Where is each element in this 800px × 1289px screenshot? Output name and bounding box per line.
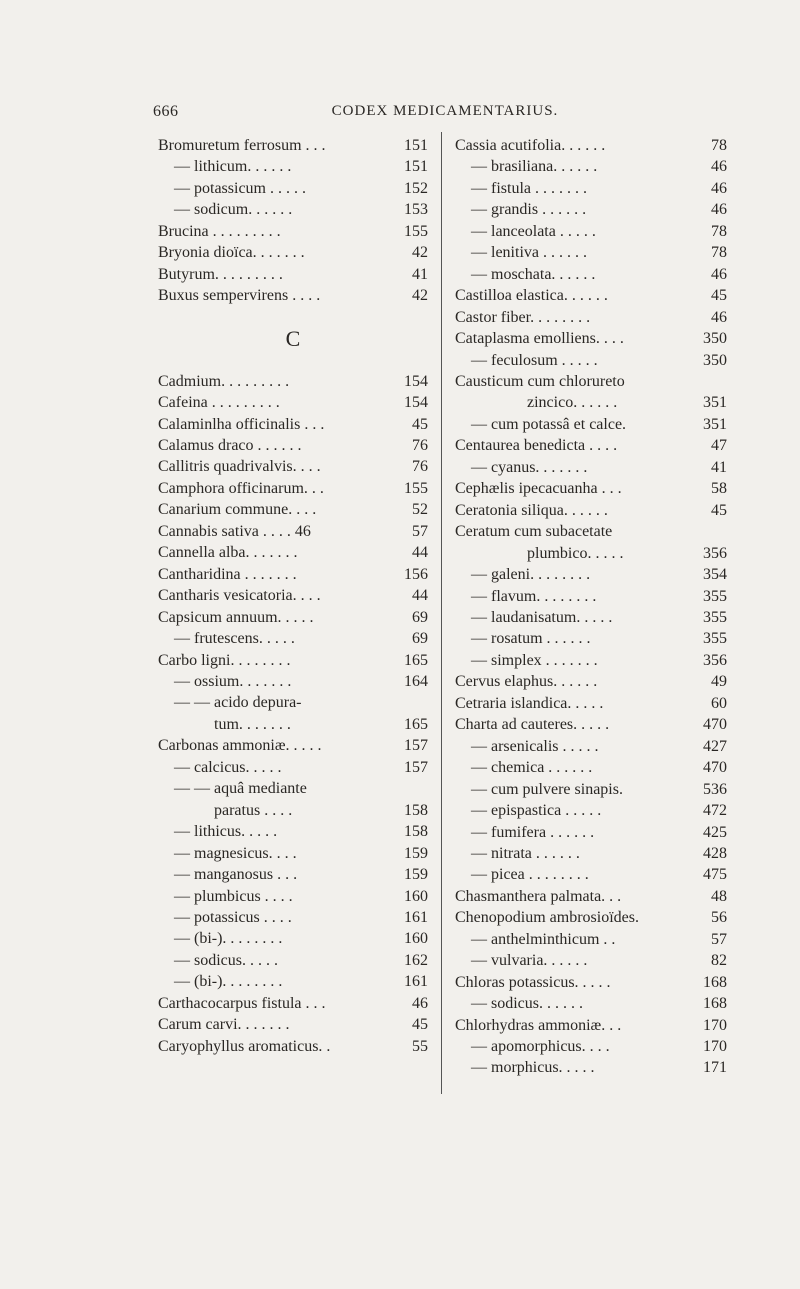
index-entry-page: 168	[703, 973, 727, 991]
index-entry-page: 470	[703, 716, 727, 734]
index-entry-term: Castor fiber. . . . . . . .	[455, 308, 591, 326]
index-entry-page: 82	[711, 952, 727, 970]
index-entry-term: Causticum cum chlorureto	[455, 372, 625, 390]
index-entry-page: 46	[711, 265, 727, 283]
index-entry	[158, 628, 428, 649]
index-entry-term: — epispastica . . . . .	[471, 802, 602, 820]
index-entry-page: 155	[404, 222, 428, 240]
index-entry-term: Centaurea benedicta . . . .	[455, 437, 618, 455]
index-entry-page: 153	[404, 201, 428, 219]
index-entry-term: — (bi-). . . . . . . .	[174, 930, 283, 948]
index-entry-page: 158	[404, 801, 428, 819]
index-entry-term: — fumifera . . . . . .	[471, 823, 595, 841]
index-entry-term: — sodicum. . . . . .	[174, 201, 293, 219]
index-entry-term: — moschata. . . . . .	[471, 265, 596, 283]
index-entry-term: — manganosus . . .	[174, 866, 298, 884]
index-entry-page: 46	[412, 994, 428, 1012]
index-entry	[455, 607, 727, 628]
index-entry-term: Carbo ligni. . . . . . . .	[158, 651, 291, 669]
index-entry-term: Cannabis sativa . . . . 46	[158, 522, 311, 540]
index-entry-term: — potassicus . . . .	[174, 908, 292, 926]
index-entry-term: Ceratum cum subacetate	[455, 523, 613, 541]
index-entry-term: — nitrata . . . . . .	[471, 844, 580, 862]
index-entry-term: — (bi-). . . . . . . .	[174, 973, 283, 991]
index-entry	[455, 929, 727, 950]
index-entry-term: Carbonas ammoniæ. . . . .	[158, 737, 322, 755]
index-entry	[158, 864, 428, 885]
section-letter-heading: C	[285, 325, 301, 351]
index-entry-term: — lithicus. . . . .	[174, 823, 278, 841]
index-entry-term: — galeni. . . . . . . .	[471, 566, 591, 584]
index-entry-page: 76	[412, 458, 428, 476]
index-entry-term: — — acido depura-	[174, 694, 302, 712]
index-entry-term: — potassicum . . . . .	[174, 179, 306, 197]
index-entry-page: 356	[703, 651, 727, 669]
index-entry	[158, 371, 428, 392]
index-entry-term: Callitris quadrivalvis. . . .	[158, 458, 321, 476]
index-entry	[158, 392, 428, 413]
index-entry-page: 60	[711, 694, 727, 712]
index-entry-term: Bryonia dioïca. . . . . . .	[158, 244, 305, 262]
index-entry-page: 164	[404, 672, 428, 690]
index-entry-page: 470	[703, 759, 727, 777]
index-entry-page: 154	[404, 372, 428, 390]
index-entry-page: 162	[404, 951, 428, 969]
index-entry-term: — feculosum . . . . .	[471, 351, 598, 369]
index-entry-page: 57	[711, 930, 727, 948]
index-entry-term: — lenitiva . . . . . .	[471, 244, 587, 262]
index-entry-page: 161	[404, 973, 428, 991]
index-entry	[455, 1036, 727, 1057]
index-entry-term: Carthacocarpus fistula . . .	[158, 994, 326, 1012]
index-entry	[158, 843, 428, 864]
index-entry	[158, 585, 428, 606]
index-entry-page: 42	[412, 244, 428, 262]
index-entry	[455, 156, 727, 177]
index-entry	[158, 928, 428, 949]
index-entry-page: 170	[703, 1038, 727, 1056]
index-entry-page: 355	[703, 608, 727, 626]
index-column-right	[455, 135, 727, 1079]
index-entry-page: 45	[711, 501, 727, 519]
index-entry-page: 475	[703, 866, 727, 884]
index-entry	[455, 886, 727, 907]
index-entry-term: — vulvaria. . . . . .	[471, 952, 588, 970]
index-entry-term: paratus . . . .	[214, 801, 293, 819]
index-entry-term: — calcicus. . . . .	[174, 758, 282, 776]
index-entry	[455, 221, 727, 242]
index-entry-term: Cervus elaphus. . . . . .	[455, 673, 598, 691]
index-entry-page: 48	[711, 887, 727, 905]
index-entry-page: 165	[404, 651, 428, 669]
index-entry-term: Calaminlha officinalis . . .	[158, 415, 325, 433]
index-entry-page: 351	[703, 394, 727, 412]
index-entry-page: 46	[711, 179, 727, 197]
index-entry-term: — sodicus. . . . .	[174, 951, 278, 969]
index-entry	[455, 757, 727, 778]
index-entry	[455, 736, 727, 757]
index-entry	[455, 1015, 727, 1036]
index-entry-term: — ossium. . . . . . .	[174, 672, 292, 690]
index-entry	[158, 242, 428, 263]
index-entry	[158, 800, 428, 821]
index-entry-page: 57	[412, 522, 428, 540]
index-entry	[158, 135, 428, 156]
index-entry-page: 427	[703, 737, 727, 755]
index-entry	[455, 693, 727, 714]
index-entry-page: 156	[404, 565, 428, 583]
index-entry	[455, 199, 727, 220]
index-entry	[158, 499, 428, 520]
index-entry	[455, 864, 727, 885]
index-entry-page: 151	[404, 158, 428, 176]
index-entry-page: 47	[711, 437, 727, 455]
index-entry-term: — fistula . . . . . . .	[471, 179, 587, 197]
index-entry-page: 356	[703, 544, 727, 562]
index-entry	[455, 328, 727, 349]
index-entry-term: Capsicum annuum. . . . .	[158, 608, 314, 626]
index-entry-term: Cadmium. . . . . . . . .	[158, 372, 290, 390]
index-entry-page: 159	[404, 866, 428, 884]
index-entry-term: — plumbicus . . . .	[174, 887, 293, 905]
index-entry-term: Brucina . . . . . . . . .	[158, 222, 281, 240]
index-entry-page: 350	[703, 351, 727, 369]
index-entry	[158, 907, 428, 928]
index-entry-term: — arsenicalis . . . . .	[471, 737, 599, 755]
index-entry	[158, 692, 428, 713]
index-entry-term: Castilloa elastica. . . . . .	[455, 287, 608, 305]
index-entry-term: Carum carvi. . . . . . .	[158, 1016, 290, 1034]
running-title: CODEX MEDICAMENTARIUS.	[331, 103, 559, 119]
index-entry	[455, 478, 727, 499]
index-entry	[158, 607, 428, 628]
index-entry	[455, 414, 727, 435]
index-entry	[158, 671, 428, 692]
index-entry	[455, 1057, 727, 1078]
index-entry	[158, 542, 428, 563]
index-entry	[158, 714, 428, 735]
index-entry-term: Caryophyllus aromaticus. .	[158, 1037, 331, 1055]
index-entry-page: 155	[404, 479, 428, 497]
column-divider	[441, 132, 442, 1094]
index-entry-page: 58	[711, 480, 727, 498]
index-entry-term: Bromuretum ferrosum . . .	[158, 137, 326, 154]
index-entry-term: Chloras potassicus. . . . .	[455, 973, 611, 991]
index-entry	[158, 456, 428, 477]
index-entry-term: — flavum. . . . . . . .	[471, 587, 597, 605]
index-entry-term: plumbico. . . . .	[527, 544, 624, 562]
index-entry-term: Calamus draco . . . . . .	[158, 436, 302, 454]
index-entry-term: — apomorphicus. . . .	[471, 1038, 610, 1056]
index-entry	[455, 843, 727, 864]
index-entry-term: Charta ad cauteres. . . . .	[455, 716, 610, 734]
index-entry-page: 78	[711, 244, 727, 262]
index-entry-page: 78	[711, 137, 727, 154]
index-entry-term: — simplex . . . . . . .	[471, 651, 598, 669]
index-entry	[455, 371, 727, 392]
index-entry-page: 46	[711, 201, 727, 219]
index-entry	[455, 907, 727, 928]
index-entry-term: — — aquâ mediante	[174, 780, 307, 798]
index-entry-page: 157	[404, 737, 428, 755]
index-entry	[455, 285, 727, 306]
index-entry	[158, 414, 428, 435]
index-entry-page: 159	[404, 844, 428, 862]
index-entry-term: — morphicus. . . . .	[471, 1059, 595, 1077]
index-entry	[158, 778, 428, 799]
index-entry-term: Cataplasma emolliens. . . .	[455, 330, 624, 348]
index-entry	[455, 264, 727, 285]
index-entry	[158, 285, 428, 306]
index-entry	[455, 714, 727, 735]
index-entry	[158, 821, 428, 842]
index-entry	[455, 307, 727, 328]
index-entry-term: Ceratonia siliqua. . . . . .	[455, 501, 608, 519]
index-entry-term: Cephælis ipecacuanha . . .	[455, 480, 622, 498]
index-entry	[158, 199, 428, 220]
index-entry	[455, 564, 727, 585]
index-entry-page: 355	[703, 630, 727, 648]
index-entry-term: — frutescens. . . . .	[174, 630, 295, 648]
index-entry-term: tum. . . . . . .	[214, 715, 291, 733]
index-entry-term: Buxus sempervirens . . . .	[158, 287, 321, 305]
index-entry-page: 157	[404, 758, 428, 776]
index-entry-term: — rosatum . . . . . .	[471, 630, 591, 648]
index-entry-term: — picea . . . . . . . .	[471, 866, 589, 884]
index-entry	[455, 800, 727, 821]
index-entry-term: Cantharidina . . . . . . .	[158, 565, 297, 583]
index-entry	[455, 543, 727, 564]
index-entry-page: 46	[711, 308, 727, 326]
index-entry-term: — magnesicus. . . .	[174, 844, 297, 862]
index-entry-page: 536	[703, 780, 727, 798]
index-entry	[158, 1014, 428, 1035]
index-entry-page: 49	[711, 673, 727, 691]
index-entry-page: 41	[412, 265, 428, 283]
index-entry-page: 428	[703, 844, 727, 862]
index-entry	[455, 650, 727, 671]
index-entry-term: — cum potassâ et calce.	[471, 415, 627, 433]
index-entry	[455, 950, 727, 971]
index-entry	[455, 435, 727, 456]
index-entry	[158, 478, 428, 499]
index-entry	[158, 435, 428, 456]
index-entry	[455, 993, 727, 1014]
index-entry-term: Chlorhydras ammoniæ. . .	[455, 1016, 622, 1034]
index-entry	[455, 586, 727, 607]
index-column-left	[158, 135, 428, 1057]
index-entry	[158, 950, 428, 971]
index-entry-page: 425	[703, 823, 727, 841]
index-entry	[158, 757, 428, 778]
index-entry-page: 160	[404, 930, 428, 948]
index-entry	[158, 521, 428, 542]
index-entry	[158, 971, 428, 992]
index-entry-term: Camphora officinarum. . .	[158, 479, 324, 497]
index-entry-term: Cafeina . . . . . . . . .	[158, 394, 280, 412]
index-entry-term: — sodicus. . . . . .	[471, 995, 583, 1013]
index-entry-page: 355	[703, 587, 727, 605]
index-entry	[455, 135, 727, 156]
page-number: 666	[153, 103, 179, 120]
index-entry-page: 56	[711, 909, 727, 927]
index-entry-term: — chemica . . . . . .	[471, 759, 593, 777]
index-entry	[455, 178, 727, 199]
index-entry-page: 46	[711, 158, 727, 176]
index-entry-page: 45	[412, 1016, 428, 1034]
index-entry-page: 45	[412, 415, 428, 433]
index-entry-page: 69	[412, 630, 428, 648]
index-entry-page: 170	[703, 1016, 727, 1034]
index-entry-term: Cantharis vesicatoria. . . .	[158, 587, 321, 605]
index-entry	[158, 993, 428, 1014]
index-entry-page: 78	[711, 222, 727, 240]
index-entry	[455, 972, 727, 993]
index-entry-term: — anthelminthicum . .	[471, 930, 616, 948]
index-entry-page: 168	[703, 995, 727, 1013]
index-entry-page: 42	[412, 287, 428, 305]
index-entry	[455, 671, 727, 692]
index-entry	[158, 221, 428, 242]
index-entry	[455, 392, 727, 413]
index-entry-page: 158	[404, 823, 428, 841]
index-entry-page: 55	[412, 1037, 428, 1055]
index-entry-term: — cyanus. . . . . . .	[471, 458, 588, 476]
index-entry-term: Canarium commune. . . .	[158, 501, 317, 519]
index-entry-page: 41	[711, 458, 727, 476]
index-entry-term: — cum pulvere sinapis.	[471, 780, 623, 798]
index-entry-term: — laudanisatum. . . . .	[471, 608, 613, 626]
index-entry-page: 160	[404, 887, 428, 905]
index-entry	[158, 650, 428, 671]
index-entry-term: Cassia acutifolia. . . . . .	[455, 137, 606, 154]
index-entry-term: zincico. . . . . .	[527, 394, 618, 412]
index-entry-page: 354	[703, 566, 727, 584]
index-entry	[455, 500, 727, 521]
index-entry	[455, 628, 727, 649]
index-entry-term: Cetraria islandica. . . . .	[455, 694, 604, 712]
index-entry	[455, 521, 727, 542]
index-entry-page: 45	[711, 287, 727, 305]
index-entry-page: 44	[412, 587, 428, 605]
index-entry-term: — lithicum. . . . . .	[174, 158, 292, 176]
index-entry	[158, 156, 428, 177]
index-entry-term: Chasmanthera palmata. . .	[455, 887, 622, 905]
index-entry	[455, 350, 727, 371]
index-entry-page: 69	[412, 608, 428, 626]
index-entry-term: — brasiliana. . . . . .	[471, 158, 598, 176]
index-entry-page: 351	[703, 415, 727, 433]
index-entry-page: 472	[703, 802, 727, 820]
index-entry	[158, 564, 428, 585]
index-entry	[158, 178, 428, 199]
index-entry-page: 154	[404, 394, 428, 412]
index-entry-page: 44	[412, 544, 428, 562]
index-entry	[158, 735, 428, 756]
index-entry-term: Chenopodium ambrosioïdes.	[455, 909, 639, 927]
index-entry	[455, 779, 727, 800]
index-entry	[158, 264, 428, 285]
index-entry	[158, 886, 428, 907]
index-entry-term: Butyrum. . . . . . . . .	[158, 265, 283, 283]
index-entry-page: 161	[404, 908, 428, 926]
index-entry-term: — lanceolata . . . . .	[471, 222, 596, 240]
index-entry-page: 165	[404, 715, 428, 733]
index-entry-term: Cannella alba. . . . . . .	[158, 544, 298, 562]
index-entry	[158, 1036, 428, 1057]
index-entry	[455, 242, 727, 263]
index-entry	[455, 457, 727, 478]
index-entry-term: — grandis . . . . . .	[471, 201, 587, 219]
index-entry	[455, 822, 727, 843]
index-entry-page: 350	[703, 330, 727, 348]
index-entry-page: 76	[412, 436, 428, 454]
index-entry-page: 171	[703, 1059, 727, 1077]
index-entry-page: 52	[412, 501, 428, 519]
index-entry-page: 152	[404, 179, 428, 197]
index-entry-page: 151	[404, 137, 428, 154]
